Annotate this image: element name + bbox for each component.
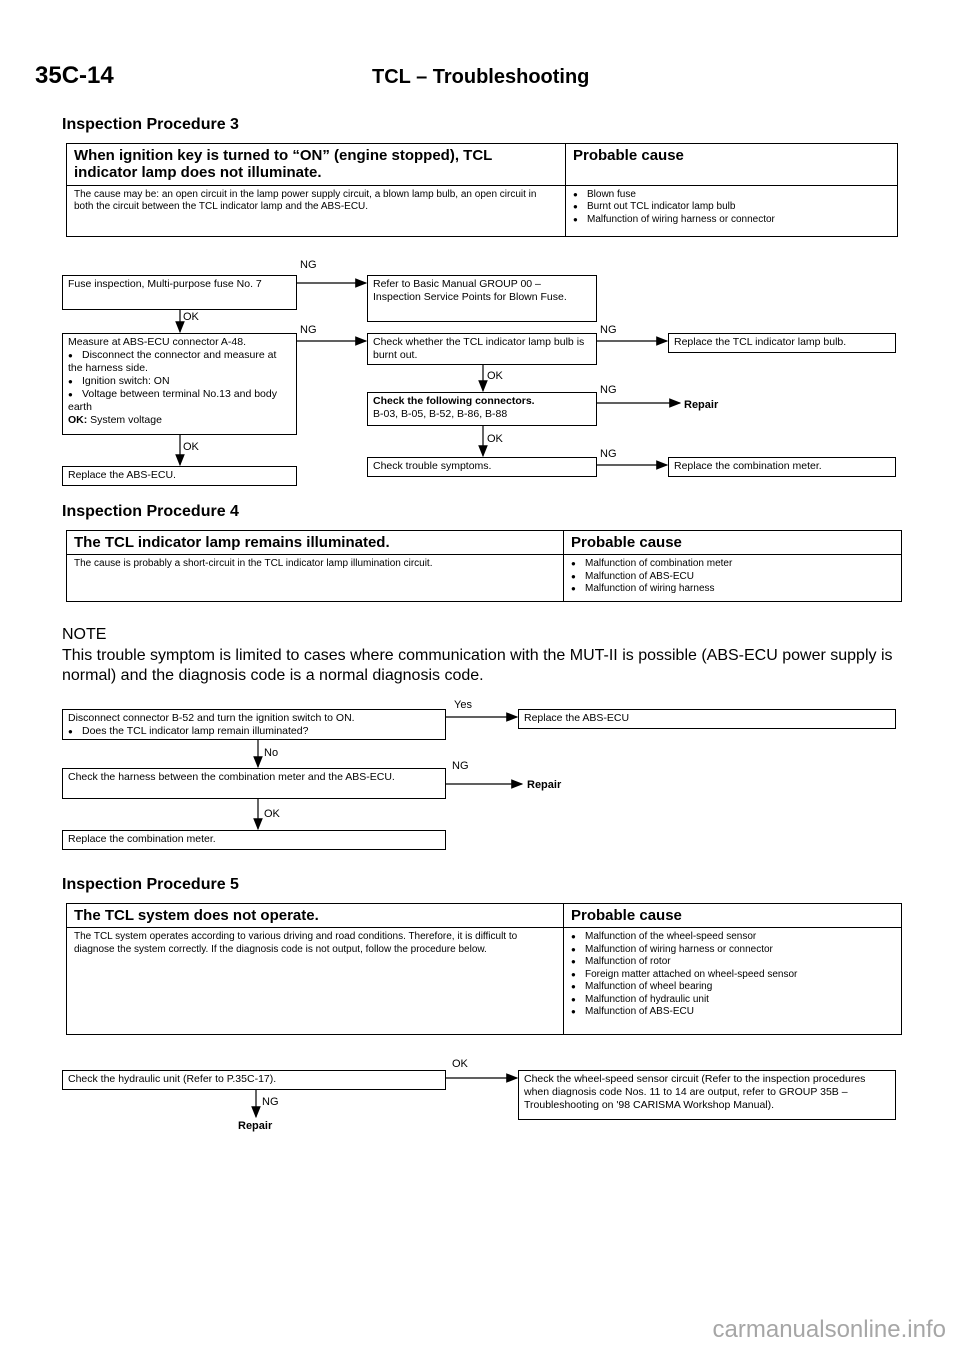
proc5-description: The TCL system operates according to various driving and road conditions. Therefore, it is difficult to diagnose the system correctly. If the diagnosis code is not output, follow the procedure below. (67, 928, 564, 1035)
cause-item: ● Malfunction of the wheel-speed sensor (571, 931, 894, 944)
ng-label: NG (600, 448, 617, 460)
proc3-cause-title: Probable cause (566, 144, 898, 186)
ng-label: NG (300, 259, 317, 271)
ng-label: NG (600, 384, 617, 396)
repair-label: Repair (684, 399, 719, 411)
check-harness-box: Check the harness between the combination meter and the ABS-ECU. (62, 768, 446, 799)
ok-label: OK (264, 808, 280, 820)
proc5-symptom: The TCL system does not operate. (67, 904, 564, 928)
cause-item: ● Malfunction of hydraulic unit (571, 994, 894, 1007)
replace-ecu-box: Replace the ABS-ECU (518, 709, 896, 729)
check-wheel-sensor-box: Check the wheel-speed sensor circuit (Refer to the inspection procedures when diagnosis code Nos. 11 to 14 are output, refer to GROUP 35B – Troubleshooting on '98 CARISMA Workshop Manual). (518, 1070, 896, 1120)
measure-abs-ecu-box: Measure at ABS-ECU connector A-48. ● Disconnect the connector and measure at the harness side. ● Ignition switch: ON ● Voltage between terminal No.13 and body earth OK: System voltage (62, 333, 297, 435)
watermark: carmanualsonline.info (712, 1316, 946, 1343)
proc4-symptom: The TCL indicator lamp remains illuminated. (67, 531, 564, 555)
replace-meter-box: Replace the combination meter. (668, 457, 896, 477)
ng-label: NG (600, 324, 617, 336)
yes-label: Yes (454, 699, 472, 711)
cause-item: ● Malfunction of wheel bearing (571, 981, 894, 994)
proc3-heading: Inspection Procedure 3 (62, 116, 239, 133)
cause-item: ● Malfunction of combination meter (571, 558, 894, 571)
repair-label: Repair (238, 1120, 273, 1132)
check-hydraulic-box: Check the hydraulic unit (Refer to P.35C-17). (62, 1070, 446, 1090)
proc4-description: The cause is probably a short-circuit in the TCL indicator lamp illumination circuit. (67, 555, 564, 602)
ok-label: OK (487, 370, 503, 382)
refer-basic-manual-box: Refer to Basic Manual GROUP 00 – Inspection Service Points for Blown Fuse. (367, 275, 597, 322)
ok-label: OK (183, 311, 199, 323)
proc5-heading: Inspection Procedure 5 (62, 876, 239, 893)
proc4-heading: Inspection Procedure 4 (62, 503, 239, 520)
replace-ecu-box: Replace the ABS-ECU. (62, 466, 297, 486)
page-title: TCL – Troubleshooting (372, 66, 590, 88)
cause-item: ● Malfunction of wiring harness or connector (571, 944, 894, 957)
ng-label: NG (452, 760, 469, 772)
note-text: This trouble symptom is limited to cases where communication with the MUT-II is possible (ABS-ECU power supply is normal) and the diagnosis code is a normal diagnosis code. (62, 647, 893, 684)
no-label: No (264, 747, 279, 759)
cause-item: ● Malfunction of ABS-ECU (571, 1006, 894, 1019)
note-heading: NOTE (62, 626, 107, 643)
disconnect-b52-box: Disconnect connector B-52 and turn the ignition switch to ON. ● Does the TCL indicator lamp remain illuminated? (62, 709, 446, 740)
page-number: 35C-14 (35, 62, 114, 89)
fuse-inspection-box: Fuse inspection, Multi-purpose fuse No. 7 (62, 275, 297, 310)
cause-item: ● Burnt out TCL indicator lamp bulb (573, 201, 890, 214)
ok-label: OK (487, 433, 503, 445)
check-bulb-box: Check whether the TCL indicator lamp bulb is burnt out. (367, 333, 597, 365)
cause-item: ● Foreign matter attached on wheel-speed sensor (571, 969, 894, 982)
check-symptoms-box: Check trouble symptoms. (367, 457, 597, 477)
proc3-symptom: When ignition key is turned to “ON” (engine stopped), TCL indicator lamp does not illuminate. (67, 144, 566, 186)
cause-item: ● Malfunction of wiring harness or connector (573, 214, 890, 227)
ng-label: NG (300, 324, 317, 336)
cause-item: ● Malfunction of wiring harness (571, 583, 894, 596)
cause-item: ● Malfunction of ABS-ECU (571, 571, 894, 584)
proc4-cause-title: Probable cause (564, 531, 902, 555)
ok-label: OK (183, 441, 199, 453)
ng-label: NG (262, 1096, 279, 1108)
ok-label: OK (452, 1058, 468, 1070)
cause-item: ● Malfunction of rotor (571, 956, 894, 969)
cause-item: ● Blown fuse (573, 189, 890, 202)
proc5-cause-title: Probable cause (564, 904, 902, 928)
replace-bulb-box: Replace the TCL indicator lamp bulb. (668, 333, 896, 353)
repair-label: Repair (527, 779, 562, 791)
check-connectors-box: Check the following connectors. B-03, B-05, B-52, B-86, B-88 (367, 392, 597, 426)
proc3-description: The cause may be: an open circuit in the lamp power supply circuit, a blown lamp bulb, an open circuit in both the circuit between the TCL indicator lamp and the ABS-ECU. (67, 185, 566, 236)
replace-meter-box: Replace the combination meter. (62, 830, 446, 850)
